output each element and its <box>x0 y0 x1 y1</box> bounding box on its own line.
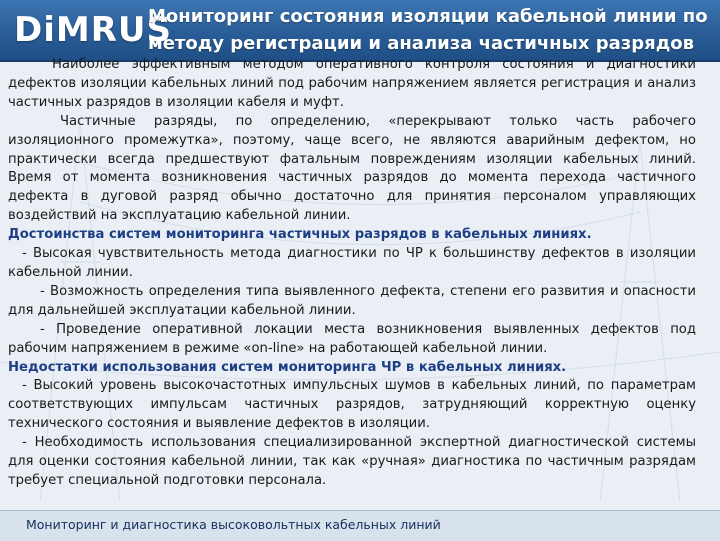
advantage-item-3: - Проведение оперативной локации места возникновения выявленных дефектов под рабочим напряжением в режиме «on-line» на работающей кабельной линии. <box>8 321 696 356</box>
disadvantage-item-2: - Необходимость использования специализированной экспертной диагностической системы для оценки состояния кабельной линии, так как «ручная» диагностика по частичным разрядам требует специальной подготовки персонала. <box>8 435 696 488</box>
title-line-2: методу регистрации и анализа частичных разрядов <box>148 33 695 54</box>
heading-advantages: Достоинства систем мониторинга частичных разрядов в кабельных линиях. <box>8 227 592 243</box>
slide-body <box>8 56 696 491</box>
footer-bar <box>0 510 720 541</box>
advantage-item-2: - Возможность определения типа выявленного дефекта, степени его развития и опасности для дальнейшей эксплуатации кабельной линии. <box>8 283 696 318</box>
paragraph-definition: Частичные разряды, по определению, «перекрывают только часть рабочего изоляционного промежутка», поэтому, чаще всего, не являются аварийным дефектом, но практически всегда предшествуют фатальным повреждениям изоляции кабельных линий. Время от момента возникновения частичных разрядов до момента перехода частичного дефекта в дуговой разряд обычно достаточно для принятия персоналом управляющих воздействий на эксплуатацию кабельной линии. <box>8 113 696 224</box>
heading-disadvantages: Недостатки использования систем мониторинга ЧР в кабельных линиях. <box>8 359 567 375</box>
slide-title <box>148 3 708 57</box>
title-line-1: Мониторинг состояния изоляции кабельной линии по <box>148 6 708 27</box>
paragraph-intro: Наиболее эффективным методом оперативного контроля состояния и диагностики дефектов изоляции кабельных линий под рабочим напряжением является регистрация и анализ частичных разрядов в изоляции кабеля и муфт. <box>8 57 696 110</box>
disadvantage-item-1: - Высокий уровень высокочастотных импульсных шумов в кабельных линий, по параметрам соответствующих импульсам частичных разрядов, затрудняющий корректную оценку технического состояния и выявление дефектов в изоляции. <box>8 378 696 432</box>
footer-text: Мониторинг и диагностика высоковольтных кабельных линий <box>26 517 441 532</box>
advantage-item-1: - Высокая чувствительность метода диагностики по ЧР к большинству дефектов в изоляции кабельной линии. <box>8 246 696 280</box>
header-bar <box>0 0 720 62</box>
logo-text: DiMRUS <box>14 10 172 50</box>
